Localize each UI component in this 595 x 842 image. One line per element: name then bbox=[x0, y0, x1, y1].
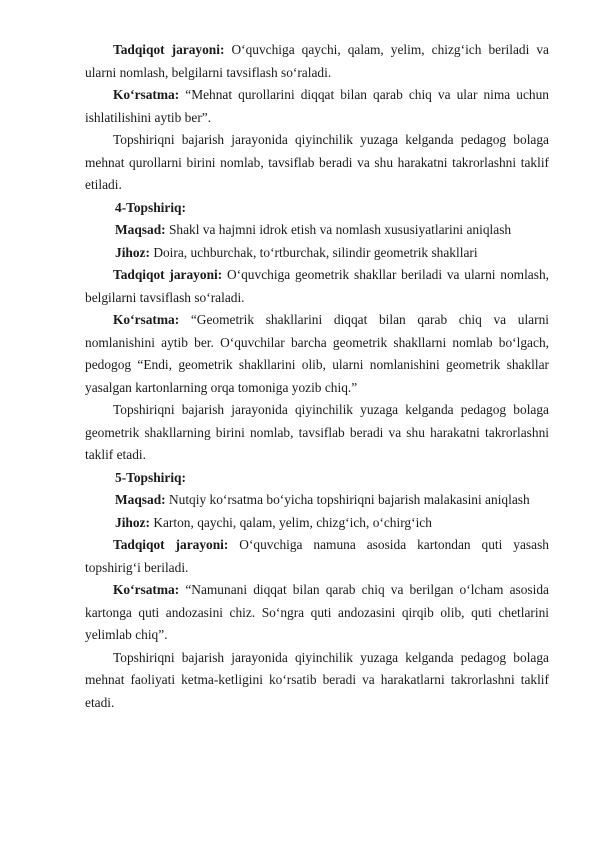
paragraph-text: O‘quvchiga namuna asosida kartondan quti yasash topshirig‘i beriladi. bbox=[85, 537, 549, 575]
task-label: 4-Topshiriq: bbox=[115, 199, 186, 215]
paragraph-text: O‘quvchiga geometrik shakllar beriladi va ularni nomlash, belgilarni tavsiflash so‘raladi. bbox=[85, 267, 549, 305]
paragraph-text: O‘quvchiga qaychi, qalam, yelim, chizg‘ich beriladi va ularni nomlash, belgilarni tavsiflash so‘raladi. bbox=[85, 42, 549, 80]
lead-label: Tadqiqot jarayoni: bbox=[113, 42, 225, 57]
lead-label: Ko‘rsatma: bbox=[113, 582, 180, 597]
goal-line-5 bbox=[85, 489, 549, 512]
paragraph-text: Topshiriqni bajarish jarayonida qiyinchilik yuzaga kelganda pedagog bolaga mehnat qurollarni birini nomlab, tavsiflab beradi va shu harakatni takrorlashni taklif etiladi. bbox=[85, 132, 549, 192]
line-text: Karton, qaychi, qalam, yelim, chizg‘ich, o‘chirg‘ich bbox=[149, 514, 432, 530]
lead-label: Ko‘rsatma: bbox=[113, 312, 180, 327]
document-page bbox=[85, 39, 549, 714]
lead-label: Maqsad: bbox=[115, 492, 166, 507]
paragraph-text: “Mehnat qurollarini diqqat bilan qarab chiq va ular nima uchun ishlatilishini aytib ber”. bbox=[85, 87, 549, 125]
paragraph-difficulty-3 bbox=[85, 647, 549, 715]
paragraph-text: “Geometrik shakllarini diqqat bilan qarab chiq va ularni nomlanishini aytib ber. O‘quvchilar barcha geometrik shakllarni nomlab bo‘lgach, pedogog “Endi, geometrik shakllarini olib, ularni nomlanishini geometrik shakllar yasalgan kartonlarning orqa tomoniga yozib chiq.” bbox=[85, 312, 549, 395]
task-heading-4 bbox=[85, 197, 549, 220]
paragraph-research-process-2 bbox=[85, 264, 549, 309]
line-text: Doira, uchburchak, to‘rtburchak, silindir geometrik shakllari bbox=[149, 244, 478, 260]
equipment-line-5 bbox=[85, 512, 549, 535]
lead-label: Jihoz: bbox=[115, 514, 150, 530]
task-label: 5-Topshiriq: bbox=[115, 469, 186, 485]
paragraph-instruction-1 bbox=[85, 84, 549, 129]
line-text: Shakl va hajmni idrok etish va nomlash xususiyatlarini aniqlash bbox=[165, 222, 512, 237]
lead-label: Maqsad: bbox=[115, 222, 166, 237]
goal-line-4 bbox=[85, 219, 549, 242]
equipment-line-4 bbox=[85, 242, 549, 265]
paragraph-text: Topshiriqni bajarish jarayonida qiyinchilik yuzaga kelganda pedagog bolaga geometrik shakllarning birini nomlab, tavsiflab beradi va shu harakatni takrorlashni taklif etadi. bbox=[85, 402, 549, 462]
paragraph-difficulty-2 bbox=[85, 399, 549, 467]
paragraph-research-process-1 bbox=[85, 39, 549, 84]
lead-label: Jihoz: bbox=[115, 244, 150, 260]
lead-label: Tadqiqot jarayoni: bbox=[113, 267, 223, 282]
paragraph-instruction-2 bbox=[85, 309, 549, 399]
lead-label: Ko‘rsatma: bbox=[113, 87, 180, 102]
paragraph-difficulty-1 bbox=[85, 129, 549, 197]
paragraph-research-process-3 bbox=[85, 534, 549, 579]
task-heading-5 bbox=[85, 467, 549, 490]
lead-label: Tadqiqot jarayoni: bbox=[113, 537, 229, 552]
paragraph-text: “Namunani diqqat bilan qarab chiq va berilgan o‘lcham asosida kartonga quti andozasini chiz. So‘ngra quti andozasini qirqib olib, quti chetlarini yelimlab chiq”. bbox=[85, 582, 549, 642]
paragraph-text: Topshiriqni bajarish jarayonida qiyinchilik yuzaga kelganda pedagog bolaga mehnat faoliyati ketma-ketligini ko‘rsatib beradi va harakatlarni takrorlashni taklif etadi. bbox=[85, 649, 549, 710]
line-text: Nutqiy ko‘rsatma bo‘yicha topshiriqni bajarish malakasini aniqlash bbox=[165, 492, 530, 507]
paragraph-instruction-3 bbox=[85, 579, 549, 647]
